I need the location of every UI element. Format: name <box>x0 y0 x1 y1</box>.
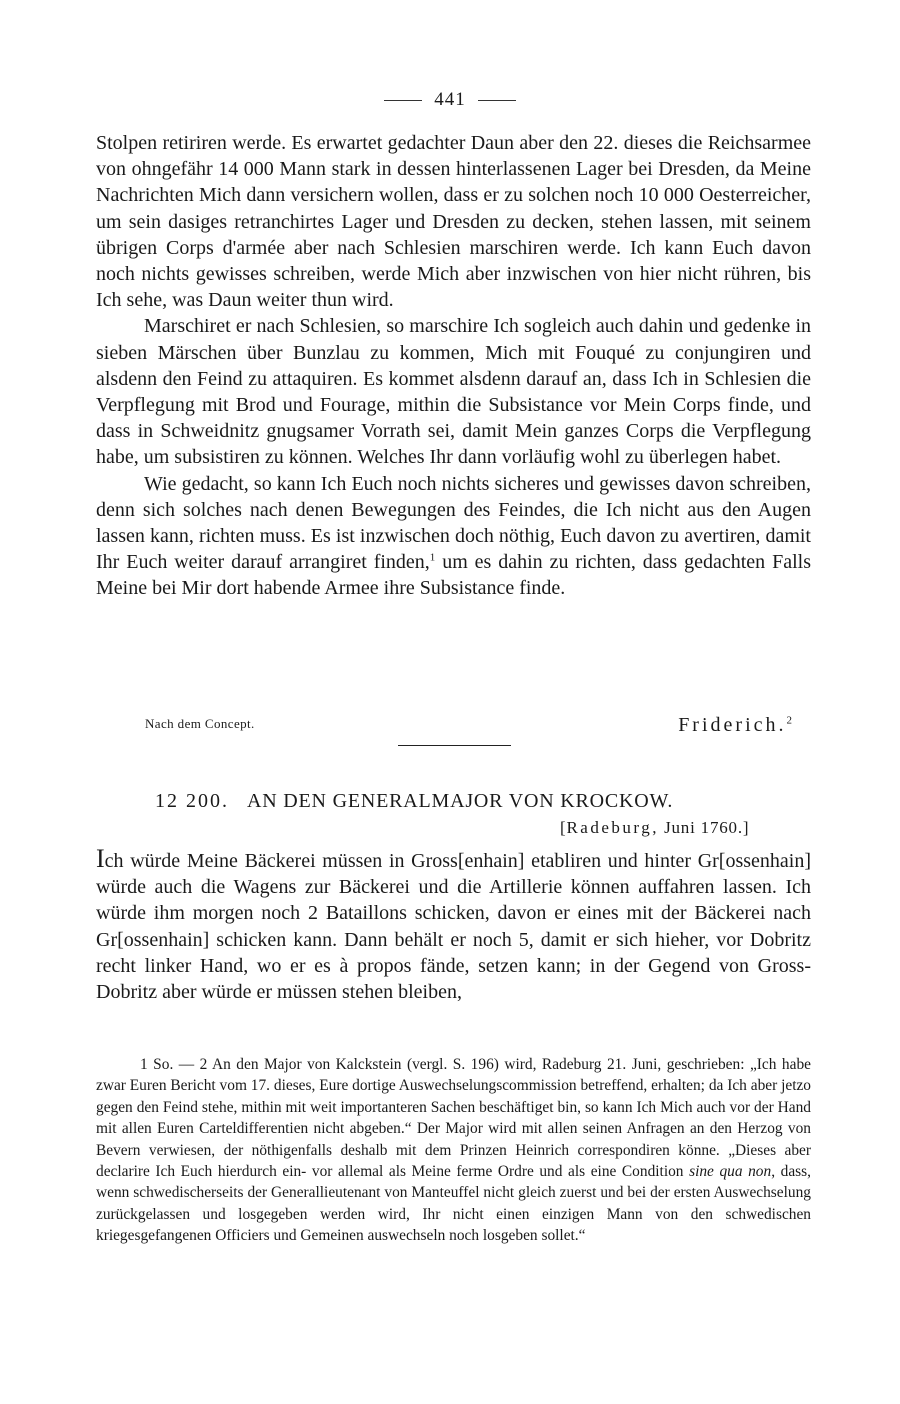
signature-line <box>145 714 795 742</box>
letter-heading <box>155 790 673 813</box>
letter-title: AN DEN GENERALMAJOR VON KROCKOW. <box>247 790 674 812</box>
paragraph-3-text: Wie gedacht, so kann Ich Euch noch nichts sicheres und gewisses davon schreiben, denn sich solches nach denen Bewegungen des Feindes, die Ich nicht aus den Augen lassen kann, richten muss. Es ist inzwischen doch nöthig, Euch davon zu avertiren, damit Ihr Euch weiter darauf arrangiret finden, <box>96 472 811 574</box>
footnote-mark-1: 1 <box>429 551 436 564</box>
dateline-bracket: [ <box>560 818 567 837</box>
page-header <box>0 88 900 112</box>
letter-body: ch würde Meine Bäckerei müssen in Gross[enhain] etabliren und hinter Gr[ossenhain] würde auch die Wagens zur Bäckerei und die Artillerie können auffahren lassen. Ich würde ihm morgen noch 2 Bataillons schicken, davon er eines mit der Bäckerei nach Gr[ossenhain] schicken kann. Dann behält er noch 5, damit er sich hieher, vor Dobritz recht linker Hand, wo er es à propos fände, setzen kann; in der Gegend von Gross-Dobritz aber würde er müssen stehen bleiben, <box>96 850 811 1004</box>
footnote-part-2: , dass, wenn schwedischerseits der Generallieutenant von Manteuffel nicht gleich zuerst und bei der ersten Auswechselung zurückgelassen und losgegeben werden wird, Ihr nicht einen einzigen Mann von den schwedischen kriegesgefangenen Officiers und Gemeinen auswechseln noch losgeben sollet.“ <box>96 1163 811 1245</box>
signature-name: Friderich. <box>678 714 787 736</box>
letter-number: 12 200. <box>155 790 229 812</box>
letter-dateline <box>560 818 749 838</box>
paragraph-3-rest: um es dahin zu richten, dass gedachten Falls Meine bei Mir dort habende Armee ihre Subsistance finde. <box>96 551 811 600</box>
footnote-italic: sine qua non <box>689 1163 772 1181</box>
section-divider <box>398 745 511 746</box>
header-dash-left <box>384 100 422 101</box>
letter-text <box>96 846 811 1005</box>
signature <box>678 714 795 737</box>
main-text <box>96 130 811 602</box>
footnote-text <box>96 1054 811 1247</box>
paragraph-3 <box>96 471 811 602</box>
header-dash-right <box>478 100 516 101</box>
letter-initial: I <box>96 844 105 873</box>
page-number: 441 <box>434 89 466 110</box>
dateline-place: Radeburg, <box>566 818 660 837</box>
footnote-mark-2: 2 <box>786 714 795 727</box>
paragraph-1: Stolpen retiriren werde. Es erwartet gedachter Daun aber den 22. dieses die Reichsarmee von ohngefähr 14 000 Mann stark in dessen hinterlassenen Lager bei Dresden, da Meine Nachrichten Mich dann versichern wollen, dass er zu solchen noch 10 000 Oesterreicher, um sein dasiges retranchirtes Lager und Dresden zu decken, stehen lassen, mit seinem übrigen Corps d'armée aber nach Schlesien marschiren werde. Ich kann Euch davon noch nichts gewisses schreiben, werde Mich aber inzwischen von hier nicht rühren, bis Ich sehe, was Daun weiter thun wird. <box>96 132 811 312</box>
dateline-date: Juni 1760.] <box>659 818 750 837</box>
source-note: Nach dem Concept. <box>145 716 255 731</box>
footnotes <box>96 1054 811 1247</box>
footnote-part-1: 1 So. — 2 An den Major von Kalckstein (vergl. S. 196) wird, Radeburg 21. Juni, geschrieben: „Ich habe zwar Euren Bericht vom 17. dieses, Eure dortige Auswechselungscommission betreffend, erhalten; da Ich aber jetzo gegen den Feind stehe, mithin mit weit importanteren Sachen beschäftiget bin, so kann Ich Mich auch vor der Hand mit allen Euren Carteldifferentien nicht abgeben.“ Der Major wird mit allen seinen Anfragen an den Herzog von Bevern verwiesen, der nöthigenfalls deshalb mit dem Prinzen Heinrich correspondiren könne. „Dieses aber declarire Ich Euch hierdurch ein- vor allemal als Meine ferme Ordre und als eine Condition <box>96 1056 811 1181</box>
letter-paragraph <box>96 846 811 1005</box>
paragraph-2: Marschiret er nach Schlesien, so marschire Ich sogleich auch dahin und gedenke in sieben Märschen über Bunzlau zu kommen, Mich mit Fouqué zu conjungiren und alsdenn den Feind zu attaquiren. Es kommet alsdenn darauf an, dass Ich in Schlesien die Verpflegung mit Brod und Fourage, mithin die Subsistance vor Mein Corps finde, und dass in Schweidnitz gnugsamer Vorrath sei, damit Mein ganzes Corps die Verpflegung habe, um subsistiren zu können. Welches Ihr dann vorläufig wohl zu überlegen habet. <box>96 315 811 469</box>
